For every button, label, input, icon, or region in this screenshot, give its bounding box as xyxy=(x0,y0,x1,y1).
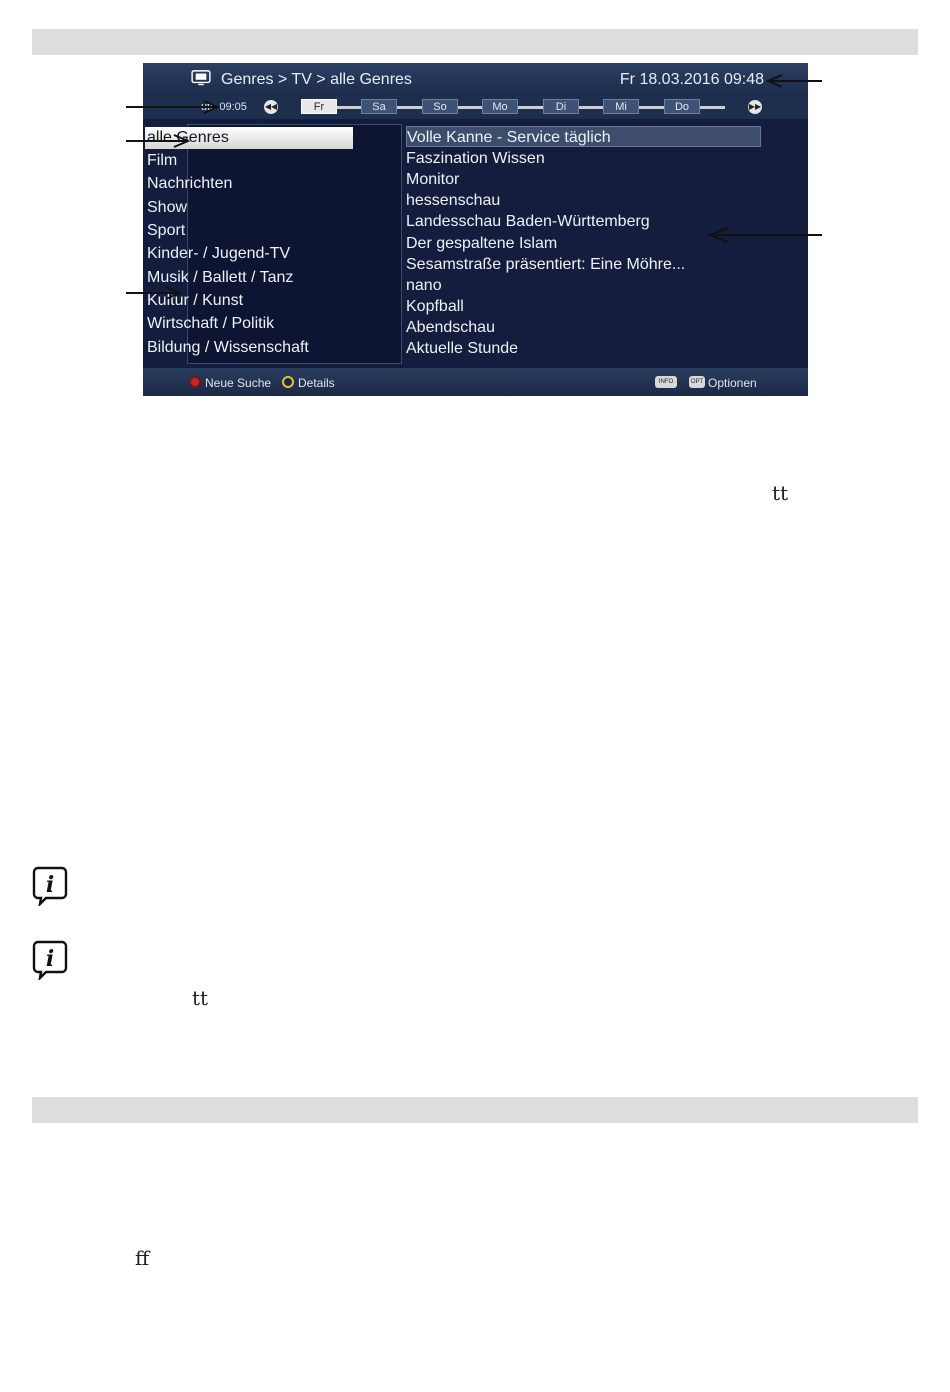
options-label[interactable]: Optionen xyxy=(708,376,757,390)
program-item[interactable]: Aktuelle Stunde xyxy=(406,340,519,357)
svg-text:i: i xyxy=(45,946,55,972)
program-item[interactable]: Abendschau xyxy=(406,319,495,336)
info-note-icon xyxy=(32,866,68,906)
ligature-glyph: ff xyxy=(135,1246,150,1270)
callout-arrow-genre-list xyxy=(126,286,184,300)
current-time: ute 09:05 xyxy=(201,101,247,113)
day-tab-so[interactable]: So xyxy=(422,99,458,114)
details-label[interactable]: Details xyxy=(298,376,335,390)
screen-footer xyxy=(143,368,808,396)
day-tab-di[interactable]: Di xyxy=(543,99,579,114)
new-search-label[interactable]: Neue Suche xyxy=(205,376,272,390)
genre-item-sport[interactable]: Sport xyxy=(147,222,186,239)
genre-item-wirtschaft[interactable]: Wirtschaft / Politik xyxy=(147,315,275,332)
callout-arrow-daybar xyxy=(126,100,222,114)
program-item[interactable]: Kopfball xyxy=(406,298,464,315)
program-item[interactable]: Landesschau Baden-Württemberg xyxy=(406,213,650,230)
yellow-button-icon[interactable] xyxy=(282,376,294,388)
genre-item-show[interactable]: Show xyxy=(147,199,188,216)
program-item[interactable]: Volle Kanne - Service täglich xyxy=(406,126,761,147)
opt-key-icon[interactable]: OPT xyxy=(689,376,705,388)
genre-item-film[interactable]: Film xyxy=(147,152,178,169)
red-button-icon[interactable] xyxy=(189,376,201,388)
day-tab-do[interactable]: Do xyxy=(664,99,700,114)
callout-arrow-datetime xyxy=(764,74,824,88)
svg-text:i: i xyxy=(45,872,55,898)
callout-arrow-program-list xyxy=(706,227,824,243)
tv-icon xyxy=(190,70,212,86)
info-note-icon xyxy=(32,940,68,980)
genre-item-kultur[interactable]: Kultur / Kunst xyxy=(147,292,244,309)
day-tab-fr[interactable]: Fr xyxy=(301,99,337,114)
rewind-icon[interactable]: ◀◀ xyxy=(264,100,278,114)
day-tab-mo[interactable]: Mo xyxy=(482,99,518,114)
date-time: Fr 18.03.2016 09:48 xyxy=(619,71,764,88)
callout-arrow-genre-selection xyxy=(126,134,192,148)
genre-item-alle-genres[interactable]: alle Genres xyxy=(145,127,353,149)
program-item[interactable]: Monitor xyxy=(406,171,460,188)
day-tab-mi[interactable]: Mi xyxy=(603,99,639,114)
breadcrumb: Genres > TV > alle Genres xyxy=(221,71,412,88)
genre-item-kinder-jugend[interactable]: Kinder- / Jugend-TV xyxy=(147,245,291,262)
section-header-bar xyxy=(32,29,918,55)
ligature-glyph: tt xyxy=(192,986,209,1010)
screen-header xyxy=(143,63,808,95)
genre-item-musik[interactable]: Musik / Ballett / Tanz xyxy=(147,269,294,286)
info-key-icon[interactable]: INFO xyxy=(655,376,677,388)
fast-forward-icon[interactable]: ▶▶ xyxy=(748,100,762,114)
day-selector-bar xyxy=(143,95,808,119)
program-item[interactable]: nano xyxy=(406,277,442,294)
program-item[interactable]: hessenschau xyxy=(406,192,501,209)
genre-item-bildung[interactable]: Bildung / Wissenschaft xyxy=(147,339,309,356)
program-item[interactable]: Der gespaltene Islam xyxy=(406,235,558,252)
section-header-bar xyxy=(32,1097,918,1123)
genre-item-nachrichten[interactable]: Nachrichten xyxy=(147,175,233,192)
program-item[interactable]: Sesamstraße präsentiert: Eine Möhre... xyxy=(406,256,686,273)
ligature-glyph: tt xyxy=(772,481,789,505)
program-item[interactable]: Faszination Wissen xyxy=(406,150,545,167)
day-tab-sa[interactable]: Sa xyxy=(361,99,397,114)
